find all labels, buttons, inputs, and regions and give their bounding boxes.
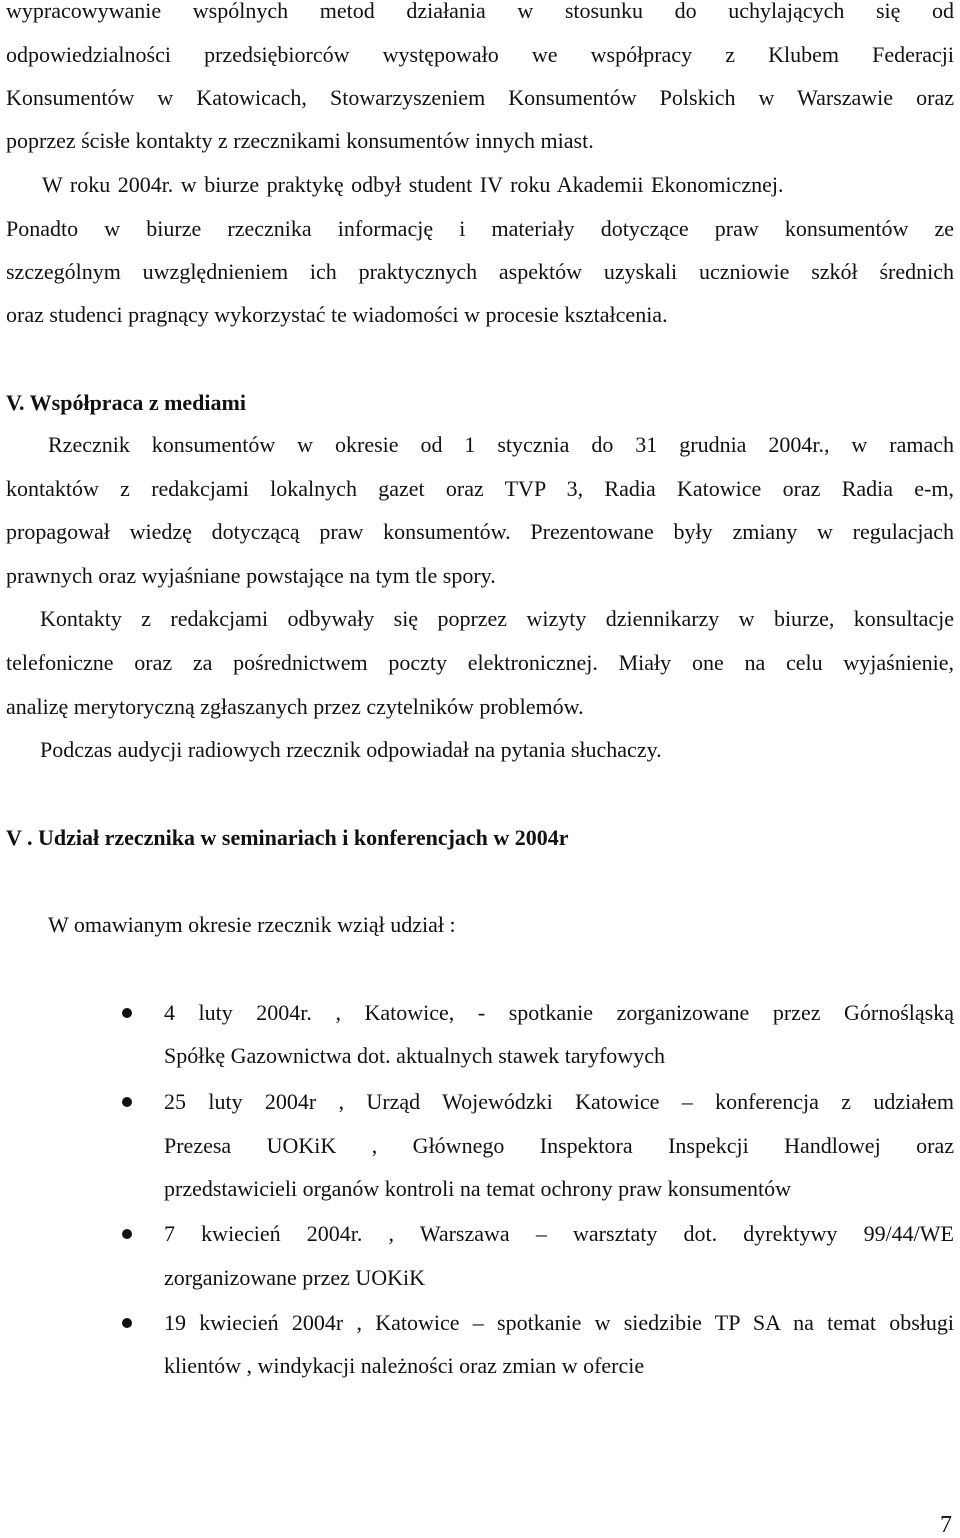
bullet-icon [122, 1229, 132, 1239]
page-number: 7 [940, 1512, 952, 1538]
list-item-line: klientów , windykacji należności oraz zmian w ofercie [164, 1353, 645, 1378]
paragraph-line: wypracowywanie wspólnych metod działania w stosunku do uchylających się od [6, 0, 954, 23]
list-item-line: 7 kwiecień 2004r. , Warszawa – warsztaty dot. dyrektywy 99/44/WE [164, 1221, 954, 1246]
paragraph-line: odpowiedzialności przedsiębiorców występowało we współpracy z Klubem Federacji [6, 42, 954, 67]
list-item-line: 19 kwiecień 2004r , Katowice – spotkanie w siedzibie TP SA na temat obsługi [164, 1310, 954, 1335]
list-item-line: 4 luty 2004r. , Katowice, - spotkanie zorganizowane przez Górnośląską [164, 1000, 954, 1025]
bullet-icon [122, 1008, 132, 1018]
section-heading: V. Współpraca z mediami [6, 390, 246, 415]
paragraph-line: Rzecznik konsumentów w okresie od 1 stycznia do 31 grudnia 2004r., w ramach [48, 432, 954, 457]
paragraph-line: telefoniczne oraz za pośrednictwem poczty elektronicznej. Miały one na celu wyjaśnienie, [6, 650, 954, 675]
bullet-icon [122, 1318, 132, 1328]
paragraph-line: oraz studenci pragnący wykorzystać te wiadomości w procesie kształcenia. [6, 302, 668, 327]
list-item-line: 25 luty 2004r , Urząd Wojewódzki Katowice – konferencja z udziałem [164, 1089, 954, 1114]
paragraph-line: prawnych oraz wyjaśniane powstające na tym tle spory. [6, 563, 496, 588]
paragraph-line: Ponadto w biurze rzecznika informację i materiały dotyczące praw konsumentów ze [6, 216, 954, 241]
paragraph-line: poprzez ścisłe kontakty z rzecznikami konsumentów innych miast. [6, 128, 594, 153]
list-item-line: Spółkę Gazownictwa dot. aktualnych stawek taryfowych [164, 1043, 665, 1068]
list-item-line: zorganizowane przez UOKiK [164, 1265, 426, 1290]
paragraph-line: W roku 2004r. w biurze praktykę odbył student IV roku Akademii Ekonomicznej. [42, 172, 784, 197]
section-heading: V . Udział rzecznika w seminariach i konferencjach w 2004r [6, 825, 569, 850]
list-item-line: Prezesa UOKiK , Głównego Inspektora Inspekcji Handlowej oraz [164, 1133, 954, 1158]
list-item-line: przedstawicieli organów kontroli na temat ochrony praw konsumentów [164, 1176, 792, 1201]
list-intro: W omawianym okresie rzecznik wziął udział : [48, 912, 456, 937]
paragraph-line: szczególnym uwzględnieniem ich praktycznych aspektów uzyskali uczniowie szkół średnich [6, 259, 954, 284]
paragraph-line: kontaktów z redakcjami lokalnych gazet oraz TVP 3, Radia Katowice oraz Radia e-m, [6, 476, 954, 501]
paragraph-line: Podczas audycji radiowych rzecznik odpowiadał na pytania słuchaczy. [40, 737, 662, 762]
paragraph-line: Kontakty z redakcjami odbywały się poprzez wizyty dziennikarzy w biurze, konsultacje [40, 606, 954, 631]
bullet-icon [122, 1097, 132, 1107]
paragraph-line: Konsumentów w Katowicach, Stowarzyszeniem Konsumentów Polskich w Warszawie oraz [6, 85, 954, 110]
paragraph-line: analizę merytoryczną zgłaszanych przez czytelników problemów. [6, 694, 584, 719]
paragraph-line: propagował wiedzę dotyczącą praw konsumentów. Prezentowane były zmiany w regulacjach [6, 519, 954, 544]
